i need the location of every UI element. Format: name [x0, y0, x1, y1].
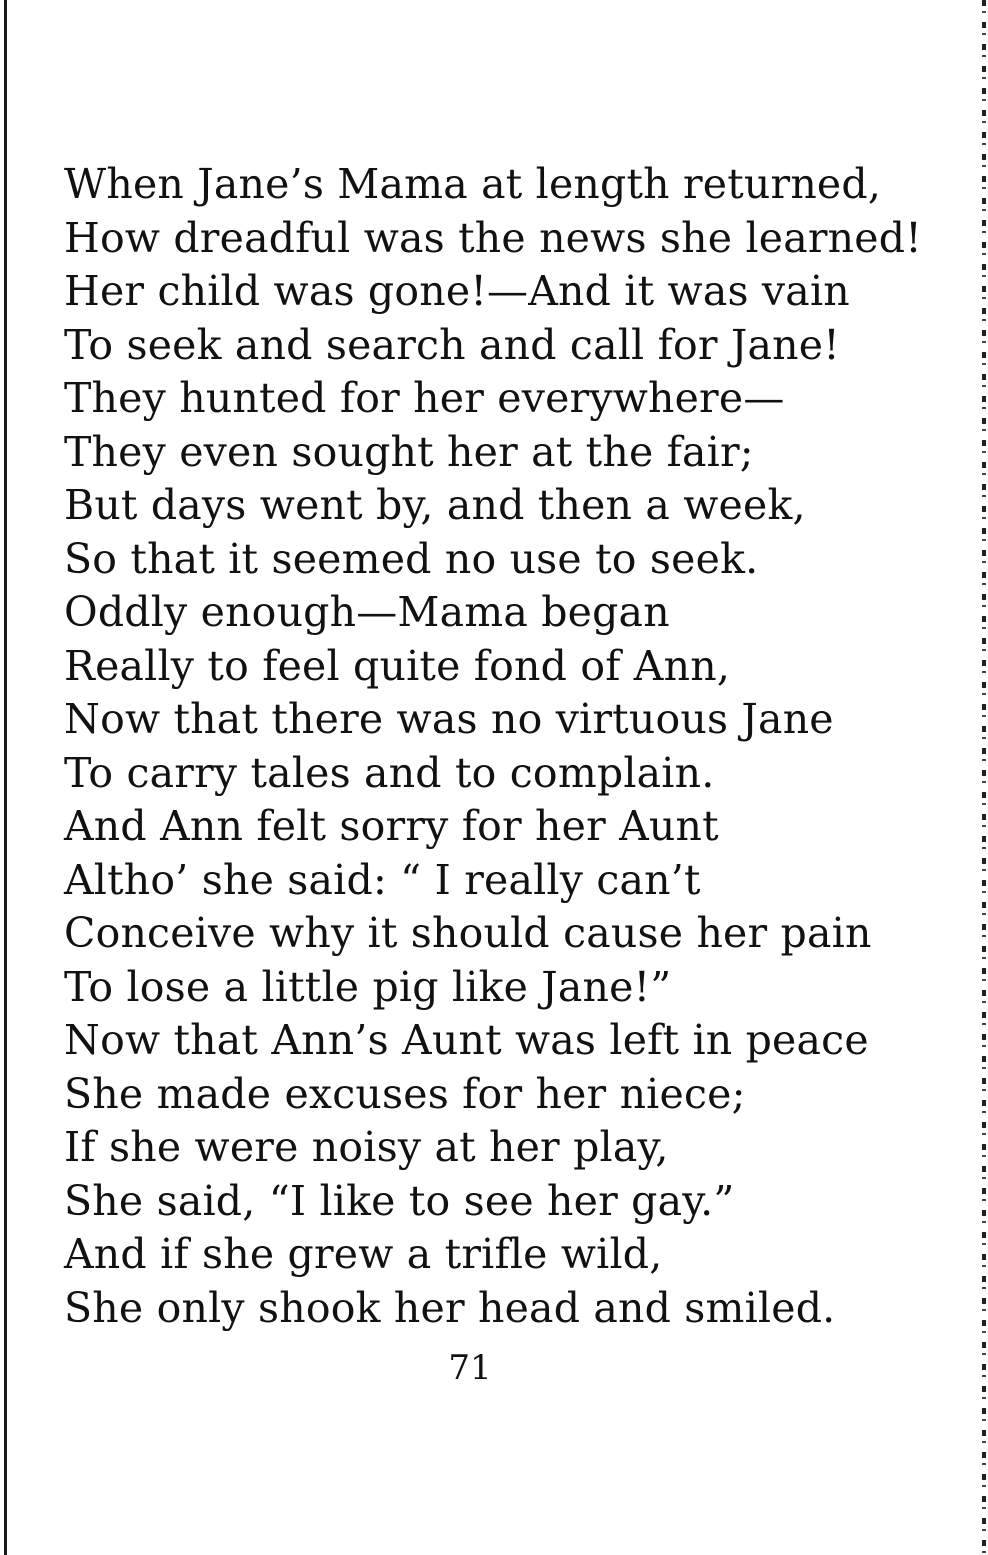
binding-edge: [4, 0, 7, 1555]
poem-line: How dreadful was the news she learned!: [64, 213, 922, 262]
page-number: 71: [448, 1348, 492, 1388]
poem-line: To carry tales and to complain.: [64, 748, 715, 797]
poem-line: Now that Ann’s Aunt was left in peace: [64, 1016, 869, 1064]
poem-line: Oddly enough—Mama began: [64, 588, 670, 636]
poem-line: If she were noisy at her play,: [64, 1123, 669, 1171]
poem-line: Her child was gone!—And it was vain: [64, 267, 850, 315]
poem-text: [64, 158, 944, 1335]
poem-line: Conceive why it should cause her pain: [64, 909, 872, 957]
poem-line: To seek and search and call for Jane!: [64, 320, 840, 369]
page-edge: [982, 0, 986, 1555]
poem-line: She only shook her head and smiled.: [64, 1283, 836, 1332]
poem-line: To lose a little pig like Jane!”: [64, 962, 672, 1011]
poem-line: She said, “I like to see her gay.”: [64, 1176, 735, 1225]
poem-line: So that it seemed no use to seek.: [64, 534, 759, 583]
poem-line: She made excuses for her niece;: [64, 1069, 746, 1118]
poem-line: When Jane’s Mama at length returned,: [64, 160, 882, 208]
poem-line: Altho’ she said: “ I really can’t: [64, 855, 701, 904]
poem-line: Really to feel quite fond of Ann,: [64, 641, 731, 690]
poem-line: Now that there was no virtuous Jane: [64, 695, 834, 743]
poem-line: And Ann felt sorry for her Aunt: [64, 802, 719, 850]
poem-line: They even sought her at the fair;: [64, 427, 754, 476]
poem-line: And if she grew a trifle wild,: [64, 1230, 663, 1278]
poem-line: But days went by, and then a week,: [64, 481, 806, 529]
poem-line: They hunted for her everywhere—: [64, 374, 785, 422]
